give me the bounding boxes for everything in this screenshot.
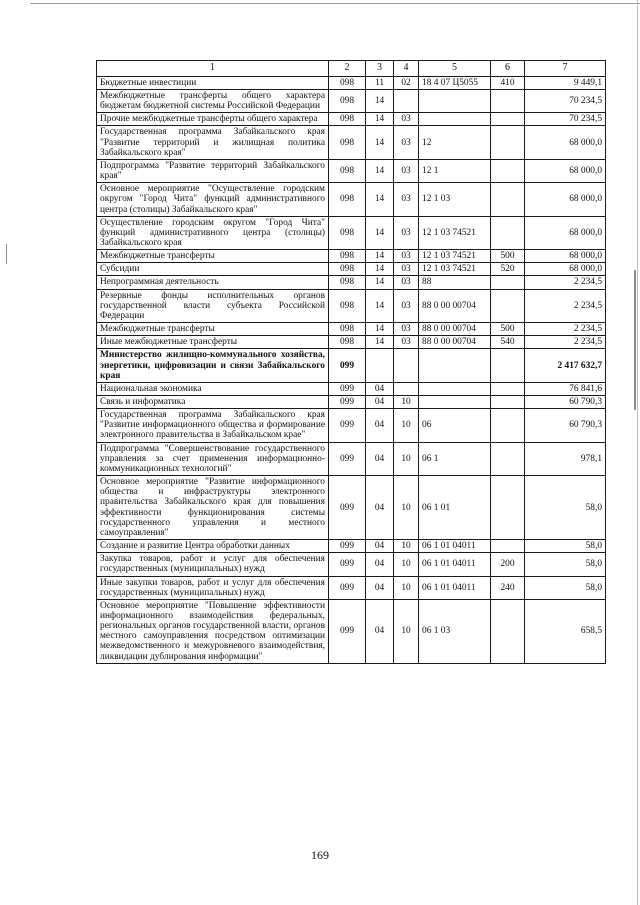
row-subsection-cell [394,89,419,112]
row-name-cell: Создание и развитие Центра обработки данных [97,540,329,553]
row-expense-type-cell [491,382,525,395]
row-expense-type-cell: 540 [491,336,525,349]
row-expense-type-cell: 200 [491,553,525,576]
row-expense-type-cell: 500 [491,250,525,263]
row-name-cell: Основное мероприятие "Осуществление городским округом "Город Чита" функций административного центра (столицы) Забайкальского края" [97,183,329,216]
scan-left-mark [6,244,7,264]
row-amount-cell: 68 000,0 [525,263,606,276]
row-subsection-cell: 10 [394,553,419,576]
table-row [97,553,606,576]
row-subsection-cell: 03 [394,250,419,263]
row-expense-type-cell [491,599,525,663]
row-amount-cell: 58,0 [525,576,606,599]
table-row [97,336,606,349]
row-section-cell: 04 [366,540,394,553]
row-admin-code-cell: 098 [329,250,366,263]
table-row [97,599,606,663]
row-amount-cell: 68 000,0 [525,126,606,159]
row-target-article-cell [419,349,491,382]
row-expense-type-cell [491,476,525,540]
row-admin-code-cell: 099 [329,476,366,540]
row-target-article-cell: 06 1 01 04011 [419,576,491,599]
row-name-cell: Бюджетные инвестиции [97,76,329,89]
scan-right-mark [634,270,636,410]
page-number: 169 [311,848,329,862]
row-admin-code-cell: 099 [329,409,366,442]
row-expense-type-cell [491,396,525,409]
scan-top-edge [30,3,640,4]
row-amount-cell: 68 000,0 [525,216,606,249]
row-subsection-cell: 02 [394,76,419,89]
row-amount-cell: 978,1 [525,442,606,475]
table-row [97,382,606,395]
table-row [97,126,606,159]
row-subsection-cell: 03 [394,126,419,159]
scan-right-edge [637,0,638,905]
row-section-cell: 04 [366,409,394,442]
row-subsection-cell: 03 [394,216,419,249]
row-name-cell: Государственная программа Забайкальского края "Развитие территорий и жилищная политика Забайкальского края" [97,126,329,159]
row-section-cell: 04 [366,382,394,395]
row-target-article-cell: 88 0 00 00704 [419,289,491,322]
row-subsection-cell: 03 [394,276,419,289]
row-target-article-cell: 06 1 01 [419,476,491,540]
row-subsection-cell: 10 [394,576,419,599]
row-section-cell: 14 [366,289,394,322]
row-name-cell: Межбюджетные трансферты [97,250,329,263]
table-row [97,442,606,475]
row-name-cell: Резервные фонды исполнительных органов государственной власти субъекта Российской Федерации [97,289,329,322]
row-amount-cell: 68 000,0 [525,250,606,263]
row-amount-cell: 2 234,5 [525,323,606,336]
row-name-cell: Непрограммная деятельность [97,276,329,289]
row-target-article-cell: 06 1 [419,442,491,475]
row-name-cell: Основное мероприятие "Повышение эффективности информационного взаимодействия федеральных, региональных органов государственной власти, органов местного самоуправления посредством оптимизации межведомственного и межуровневого взаимодействия, ликвидации дублирования информации" [97,599,329,663]
row-section-cell: 14 [366,276,394,289]
row-admin-code-cell: 098 [329,126,366,159]
table-header-row [97,61,606,77]
row-target-article-cell: 88 0 00 00704 [419,323,491,336]
row-name-cell: Межбюджетные трансферты [97,323,329,336]
row-amount-cell: 60 790,3 [525,409,606,442]
row-section-cell: 04 [366,396,394,409]
row-expense-type-cell [491,183,525,216]
row-expense-type-cell [491,349,525,382]
row-expense-type-cell [491,276,525,289]
row-subsection-cell: 10 [394,396,419,409]
row-amount-cell: 2 234,5 [525,276,606,289]
row-expense-type-cell [491,409,525,442]
row-target-article-cell [419,396,491,409]
row-admin-code-cell: 099 [329,396,366,409]
row-target-article-cell: 18 4 07 Ц5055 [419,76,491,89]
row-admin-code-cell: 098 [329,76,366,89]
row-target-article-cell: 06 1 03 [419,599,491,663]
row-target-article-cell: 12 1 [419,159,491,182]
row-section-cell: 14 [366,250,394,263]
row-target-article-cell: 12 1 03 [419,183,491,216]
row-expense-type-cell [491,113,525,126]
row-expense-type-cell [491,442,525,475]
row-admin-code-cell: 099 [329,349,366,382]
row-name-cell: Иные межбюджетные трансферты [97,336,329,349]
row-expense-type-cell [491,89,525,112]
row-admin-code-cell: 098 [329,289,366,322]
row-expense-type-cell: 240 [491,576,525,599]
row-amount-cell: 2 234,5 [525,289,606,322]
table-row [97,263,606,276]
row-name-cell: Межбюджетные трансферты общего характера бюджетам бюджетной системы Российской Федерации [97,89,329,112]
row-subsection-cell: 03 [394,336,419,349]
header-cell-4: 4 [394,61,419,77]
row-section-cell [366,349,394,382]
row-amount-cell: 70 234,5 [525,113,606,126]
row-expense-type-cell [491,126,525,159]
table-row [97,216,606,249]
table-row [97,349,606,382]
row-admin-code-cell: 099 [329,540,366,553]
row-admin-code-cell: 099 [329,576,366,599]
row-section-cell: 14 [366,183,394,216]
row-target-article-cell [419,382,491,395]
row-admin-code-cell: 099 [329,599,366,663]
row-target-article-cell [419,89,491,112]
header-cell-2: 2 [329,61,366,77]
row-admin-code-cell: 098 [329,263,366,276]
row-expense-type-cell [491,159,525,182]
table-row [97,576,606,599]
row-subsection-cell [394,382,419,395]
row-name-cell: Подпрограмма "Развитие территорий Забайкальского края" [97,159,329,182]
row-amount-cell: 60 790,3 [525,396,606,409]
row-section-cell: 04 [366,442,394,475]
row-subsection-cell: 03 [394,263,419,276]
row-name-cell: Государственная программа Забайкальского края "Развитие информационного общества и формирование электронного правительства в Забайкальском крае" [97,409,329,442]
row-subsection-cell: 10 [394,409,419,442]
row-section-cell: 04 [366,599,394,663]
row-target-article-cell: 06 1 01 04011 [419,540,491,553]
row-amount-cell: 76 841,6 [525,382,606,395]
row-target-article-cell: 12 1 03 74521 [419,250,491,263]
row-name-cell: Национальная экономика [97,382,329,395]
row-name-cell: Прочие межбюджетные трансферты общего характера [97,113,329,126]
row-subsection-cell: 03 [394,159,419,182]
row-name-cell: Основное мероприятие "Развитие информационного общества и инфраструктуры электронного правительства Забайкальского края для повышения эффективности функционирования системы государственного управления и местного самоуправления" [97,476,329,540]
row-name-cell: Подпрограмма "Совершенствование государственного управления за счет применения информационно-коммуникационных технологий" [97,442,329,475]
row-admin-code-cell: 099 [329,382,366,395]
row-expense-type-cell [491,216,525,249]
table-row [97,540,606,553]
row-name-cell: Связь и информатика [97,396,329,409]
row-subsection-cell: 10 [394,599,419,663]
row-admin-code-cell: 099 [329,442,366,475]
row-expense-type-cell: 410 [491,76,525,89]
row-target-article-cell: 12 1 03 74521 [419,216,491,249]
row-section-cell: 14 [366,89,394,112]
row-subsection-cell: 03 [394,113,419,126]
table-row [97,409,606,442]
row-subsection-cell [394,349,419,382]
row-section-cell: 14 [366,263,394,276]
table-row [97,323,606,336]
budget-table [96,60,606,664]
row-target-article-cell: 88 [419,276,491,289]
row-target-article-cell: 12 1 03 74521 [419,263,491,276]
row-name-cell: Субсидии [97,263,329,276]
row-subsection-cell: 03 [394,183,419,216]
row-amount-cell: 58,0 [525,476,606,540]
row-expense-type-cell: 520 [491,263,525,276]
row-amount-cell: 58,0 [525,540,606,553]
header-cell-6: 6 [491,61,525,77]
table-row [97,396,606,409]
row-section-cell: 14 [366,126,394,159]
row-admin-code-cell: 099 [329,553,366,576]
row-amount-cell: 9 449,1 [525,76,606,89]
table-row [97,476,606,540]
header-cell-3: 3 [366,61,394,77]
table-row [97,289,606,322]
row-admin-code-cell: 098 [329,113,366,126]
row-name-cell: Министерство жилищно-коммунального хозяйства, энергетики, цифровизации и связи Забайкальского края [97,349,329,382]
row-subsection-cell: 10 [394,442,419,475]
row-expense-type-cell: 500 [491,323,525,336]
row-admin-code-cell: 098 [329,323,366,336]
row-target-article-cell: 06 1 01 04011 [419,553,491,576]
row-target-article-cell: 06 [419,409,491,442]
table-row [97,250,606,263]
row-admin-code-cell: 098 [329,183,366,216]
row-admin-code-cell: 098 [329,89,366,112]
header-cell-1: 1 [97,61,329,77]
table-row [97,159,606,182]
row-expense-type-cell [491,540,525,553]
header-cell-5: 5 [419,61,491,77]
row-expense-type-cell [491,289,525,322]
row-section-cell: 14 [366,216,394,249]
table-row [97,276,606,289]
row-section-cell: 14 [366,113,394,126]
row-name-cell: Иные закупки товаров, работ и услуг для обеспечения государственных (муниципальных) нужд [97,576,329,599]
row-amount-cell: 70 234,5 [525,89,606,112]
row-section-cell: 04 [366,476,394,540]
table-row [97,183,606,216]
row-subsection-cell: 03 [394,289,419,322]
row-admin-code-cell: 098 [329,276,366,289]
row-target-article-cell [419,113,491,126]
table-body [97,76,606,663]
row-subsection-cell: 03 [394,323,419,336]
row-amount-cell: 2 417 632,7 [525,349,606,382]
row-subsection-cell: 10 [394,540,419,553]
row-admin-code-cell: 098 [329,216,366,249]
row-amount-cell: 68 000,0 [525,159,606,182]
table-row [97,76,606,89]
table-row [97,113,606,126]
row-section-cell: 04 [366,576,394,599]
row-amount-cell: 58,0 [525,553,606,576]
row-name-cell: Закупка товаров, работ и услуг для обеспечения государственных (муниципальных) нужд [97,553,329,576]
row-target-article-cell: 88 0 00 00704 [419,336,491,349]
row-subsection-cell: 10 [394,476,419,540]
row-section-cell: 14 [366,323,394,336]
row-section-cell: 04 [366,553,394,576]
row-section-cell: 11 [366,76,394,89]
table-row [97,89,606,112]
row-amount-cell: 68 000,0 [525,183,606,216]
row-amount-cell: 658,5 [525,599,606,663]
row-admin-code-cell: 098 [329,336,366,349]
row-name-cell: Осуществление городским округом "Город Чита" функций административного центра (столицы) Забайкальского края [97,216,329,249]
header-cell-7: 7 [525,61,606,77]
row-section-cell: 14 [366,159,394,182]
row-amount-cell: 2 234,5 [525,336,606,349]
row-target-article-cell: 12 [419,126,491,159]
row-admin-code-cell: 098 [329,159,366,182]
row-section-cell: 14 [366,336,394,349]
